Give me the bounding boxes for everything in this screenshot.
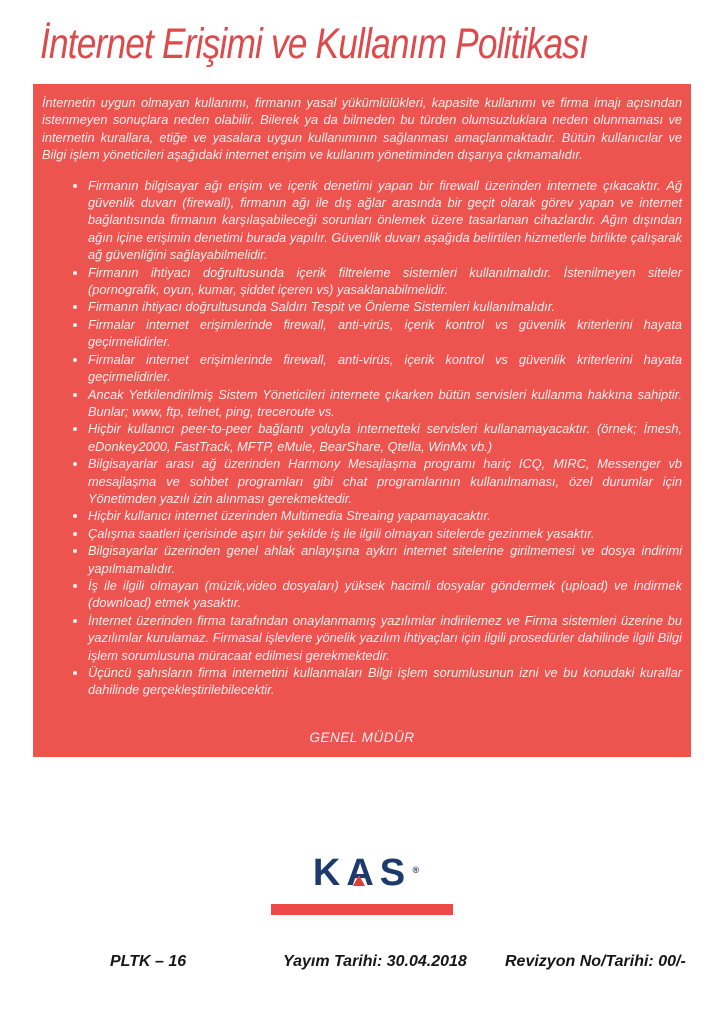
footer-revision: Revizyon No/Tarihi: 00/- — [505, 953, 686, 970]
signature-title: GENEL MÜDÜR — [309, 729, 415, 745]
policy-bullet-item: • Firmalar internet erişimlerinde firewall, anti-virüs, içerik kontrol vs güvenlik kriterlerini hayata geçirmelidirler. — [88, 351, 682, 386]
policy-bullet-item: • Çalışma saatleri içerisinde aşırı bir şekilde iş ile ilgili olmayan sitelerde gezinmek yasaktır. — [88, 525, 682, 542]
kas-logo-triangle-icon — [353, 875, 365, 886]
policy-box — [33, 84, 691, 757]
logo-red-bar — [271, 904, 453, 915]
policy-bullet-item: • Firmalar internet erişimlerinde firewall, anti-virüs, içerik kontrol vs güvenlik kriterlerini hayata geçirmelidirler. — [88, 316, 682, 351]
policy-bullet-item: • Bilgisayarlar üzerinden genel ahlak anlayışına aykırı internet sitelerine girilmemesi ve dosya indirimi yapılmamalıdır. — [88, 542, 682, 577]
policy-bullet-item: • İnternet üzerinden firma tarafından onaylanmamış yazılımlar indirilemez ve Firma sistemleri üzerine bu yazılımlar kurulamaz. Firmasal işlevlere yönelik yazılım ihtiyaçları için ilgili prosedürler dahilinde ilgili Bilgi işlem sorumlusuna müracaat edilmesi gerekmektedir. — [88, 612, 682, 664]
policy-bullet-item: • Firmanın ihtiyacı doğrultusunda Saldırı Tespit ve Önleme Sistemleri kullanılmalıdır. — [88, 298, 682, 315]
kas-logo — [312, 852, 420, 894]
policy-bullet-item: • Hiçbir kullanıcı internet üzerinden Multimedia Streaing yapamayacaktır. — [88, 507, 682, 524]
policy-bullet-item: • Ancak Yetkilendirilmiş Sistem Yöneticileri internete çıkarken bütün servisleri kullanma hakkına sahiptir. Bunlar; www, ftp, telnet, ping, treceroute vs. — [88, 386, 682, 421]
policy-bullet-item: • Hiçbir kullanıcı peer-to-peer bağlantı yoluyla internetteki servisleri kullanamayacaktır. (örnek; İmesh, eDonkey2000, FastTrack, MFTP, eMule, BearShare, Qtella, WinMx vb.) — [88, 420, 682, 455]
footer-doc-code: PLTK – 16 — [110, 953, 187, 970]
registered-trademark-icon: ® — [412, 865, 420, 875]
policy-bullet-item: • İş ile ilgili olmayan (müzik,video dosyaları) yüksek hacimli dosyalar göndermek (upload) ve indirmek (download) etmek yasaktır. — [88, 577, 682, 612]
policy-bullet-list — [42, 177, 682, 699]
document-footer — [0, 953, 724, 977]
policy-bullet-item: • Üçüncü şahısların firma internetini kullanmaları Bilgi işlem sorumlusunun izni ve bu konudaki kurallar dahilinde gerçekleştirilebilecektir. — [88, 664, 682, 699]
policy-bullet-item: • Bilgisayarlar arası ağ üzerinden Harmony Mesajlaşma programı hariç ICQ, MIRC, Messenger vb mesajlaşma ve sohbet programları gibi chat programlarının kullanılmaması, özel durumlar için Yönetimden yazılı izin alınması gerekmektedir. — [88, 455, 682, 507]
policy-bullet-item: • Firmanın ihtiyacı doğrultusunda içerik filtreleme sistemleri kullanılmalıdır. İstenilmeyen siteler (pornografik, oyun, kumar, şiddet içeren vs) yasaklanabilmelidir. — [88, 264, 682, 299]
footer-publish-date: Yayım Tarihi: 30.04.2018 — [283, 953, 467, 970]
kas-logo-text: KAS — [312, 852, 412, 894]
page-title: İnternet Erişimi ve Kullanım Politikası — [40, 20, 589, 68]
logo-block — [0, 854, 724, 915]
intro-paragraph: İnternetin uygun olmayan kullanımı, firmanın yasal yükümlülükleri, kapasite kullanımı ve firma imajı açısından istenmeyen sonuçlara neden olabilir. Bilerek ya da bilmeden bu türden olumsuzluklara neden olunmaması ve internetin kurallara, etiğe ve yasalara uygun kullanımının sağlanması amaçlanmaktadır. Bütün kullanıcılar ve Bilgi işlem yöneticileri aşağıdaki internet erişim ve kullanım yönetiminden dışarıya çıkmamalıdır. — [42, 95, 682, 163]
policy-bullet-item: • Firmanın bilgisayar ağı erişim ve içerik denetimi yapan bir firewall üzerinden internete çıkacaktır. Ağ güvenlik duvarı (firewall), firmanın ağı ile dış ağlar arasında bir geçit olarak görev yapan ve internet bağlantısında firmanın karşılaşabileceği sorunları önlemek üzere tasarlanan cihazlardır. Ağın dışından ağın içine erişimin denetimi burada yapılır. Güvenlik duvarı aşağıda belirtilen hizmetlerle birlikte çalışarak ağ güvenliğini sağlayabilmelidir. — [88, 177, 682, 264]
